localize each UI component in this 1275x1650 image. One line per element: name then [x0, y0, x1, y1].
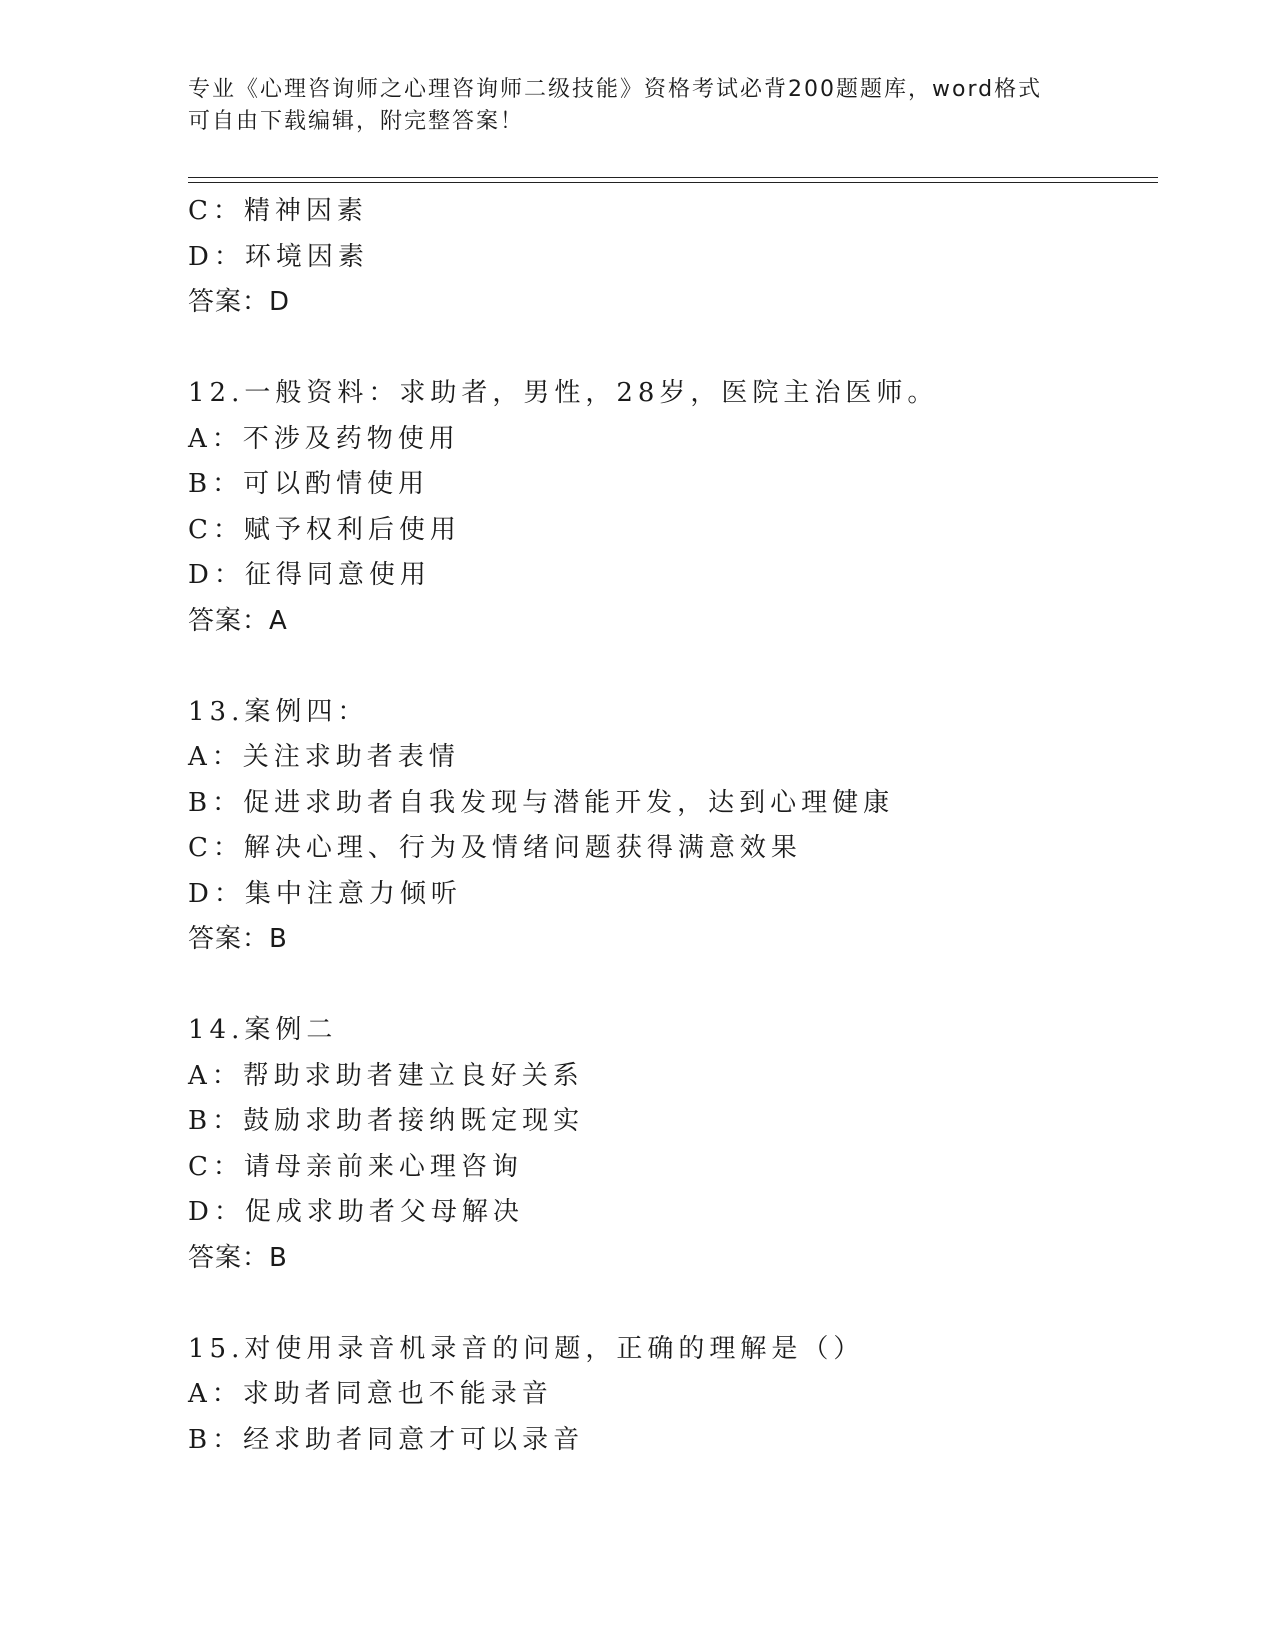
answer-line: 答案：D: [188, 287, 291, 317]
option-c: C：请母亲前来心理咨询: [188, 1151, 523, 1182]
option-d: D：征得同意使用: [188, 560, 431, 590]
option-c: C：赋予权利后使用: [188, 514, 461, 545]
answer-line: 答案：A: [188, 605, 288, 636]
header-title-line-2: 可自由下载编辑，附完整答案！: [188, 109, 525, 134]
header-divider-bottom: [188, 182, 1158, 183]
option-b: B：促进求助者自我发现与潜能开发，达到心理健康: [188, 787, 895, 818]
option-a: A：求助者同意也不能录音: [188, 1379, 553, 1409]
option-a: A：帮助求助者建立良好关系: [188, 1060, 584, 1091]
question-text: 12.一般资料：求助者，男性，28岁，医院主治医师。: [188, 378, 939, 408]
option-d: D：环境因素: [188, 241, 369, 272]
option-c: C：解决心理、行为及情绪问题获得满意效果: [188, 833, 802, 863]
option-c: C：精神因素: [188, 196, 368, 226]
question-text: 14.案例二: [188, 1015, 338, 1045]
header-title-line-1: 专业《心理咨询师之心理咨询师二级技能》资格考试必背200题题库，word格式: [188, 77, 1043, 102]
answer-line: 答案：B: [188, 924, 288, 954]
question-text: 15.对使用录音机录音的问题，正确的理解是（）: [188, 1333, 865, 1364]
option-b: B：经求助者同意才可以录音: [188, 1424, 585, 1455]
question-list: [188, 189, 1148, 1463]
document-header: [188, 74, 1088, 138]
answer-line: 答案：B: [188, 1242, 288, 1273]
spacer: [188, 1281, 1148, 1327]
option-a: A：关注求助者表情: [188, 742, 460, 772]
option-d: D：促成求助者父母解决: [188, 1197, 524, 1227]
option-d: D：集中注意力倾听: [188, 878, 462, 909]
spacer: [188, 644, 1148, 690]
spacer: [188, 963, 1148, 1009]
option-a: A：不涉及药物使用: [188, 423, 460, 454]
option-b: B：可以酌情使用: [188, 469, 430, 499]
spacer: [188, 326, 1148, 372]
header-divider-top: [188, 177, 1158, 178]
option-b: B：鼓励求助者接纳既定现实: [188, 1106, 585, 1136]
question-text: 13.案例四：: [188, 696, 369, 727]
